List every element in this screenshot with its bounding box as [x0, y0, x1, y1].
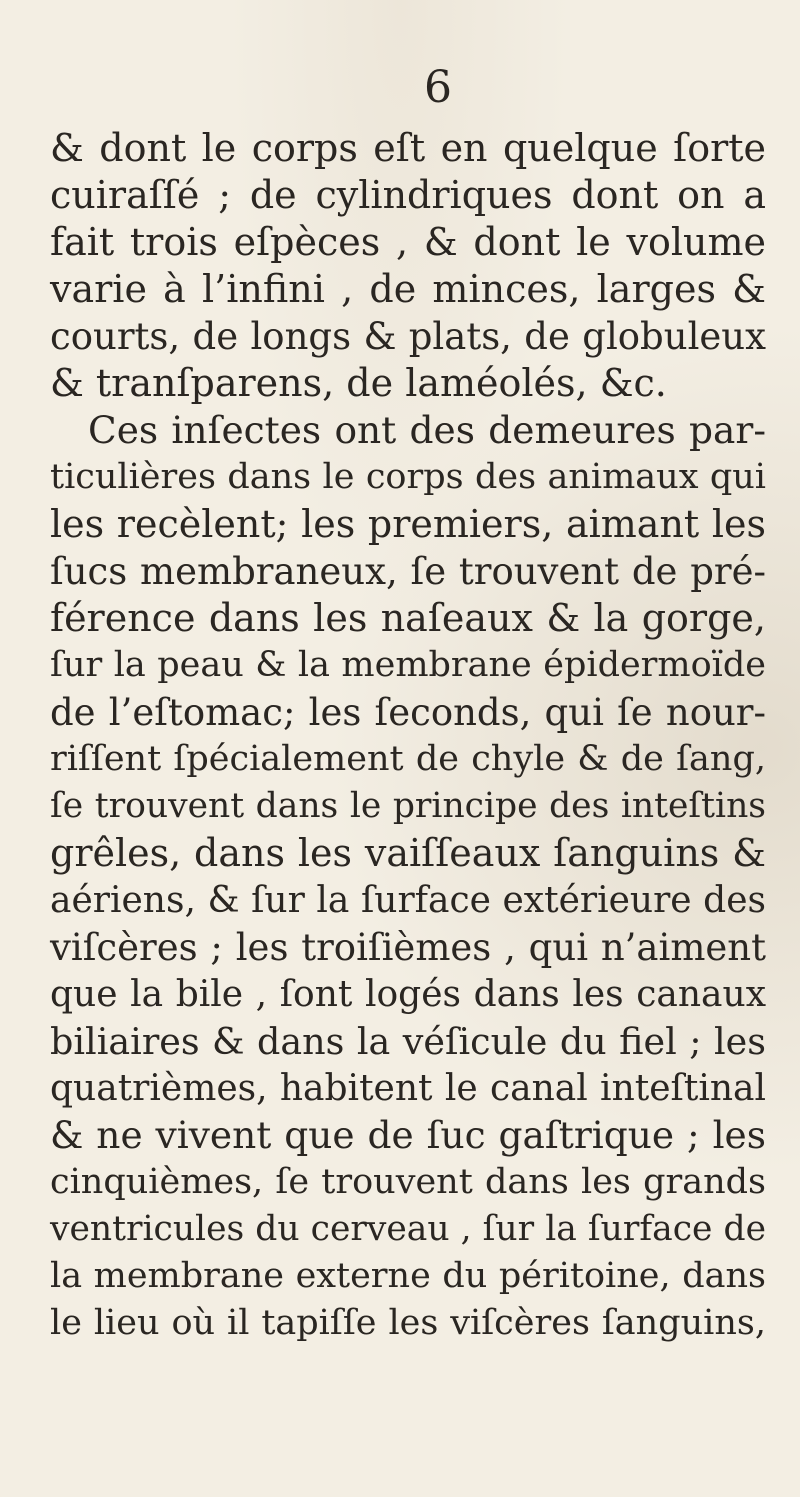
text-line: ſucs membraneux, ſe trouvent de pré-: [50, 550, 766, 593]
text-line: les recèlent; les premiers, aimant les: [50, 502, 766, 546]
text-line: courts, de longs & plats, de globuleux: [50, 315, 766, 358]
text-line: Ces inſectes ont des demeures par-: [88, 408, 766, 452]
text-line: que la bile , ſont logés dans les canaux: [50, 974, 766, 1015]
page-number: 6: [424, 62, 452, 113]
text-line: aériens, & ſur la ſurface extérieure des: [50, 880, 766, 921]
text-line: riſſent ſpécialement de chyle & de ſang,: [50, 739, 766, 779]
text-line: & tranſparens, de laméolés, &c.: [50, 361, 667, 405]
text-line: ſur la peau & la membrane épidermoïde: [50, 645, 766, 685]
text-line: biliaires & dans la véſicule du fiel ; les: [50, 1020, 766, 1063]
text-line: ſe trouvent dans le principe des inteſtins: [50, 786, 766, 826]
text-line: cinquièmes, ſe trouvent dans les grands: [50, 1162, 766, 1202]
text-line: le lieu où il tapiſſe les viſcères ſanguins,: [50, 1303, 766, 1343]
text-line: & ne vivent que de ſuc gaſtrique ; les: [50, 1113, 766, 1157]
text-line: grêles, dans les vaiſſeaux ſanguins &: [50, 831, 766, 875]
text-line: varie à l’infini , de minces, larges &: [50, 267, 766, 311]
text-line: la membrane externe du péritoine, dans: [50, 1256, 766, 1296]
text-line: viſcères ; les troiſièmes , qui n’aiment: [50, 926, 766, 969]
text-line: férence dans les naſeaux & la gorge,: [50, 596, 766, 640]
text-line: quatrièmes, habitent le canal inteſtinal: [50, 1068, 766, 1109]
text-line: fait trois eſpèces , & dont le volume: [50, 220, 766, 264]
text-line: & dont le corps eſt en quelque ſorte: [50, 126, 766, 170]
text-line: de l’eſtomac; les ſeconds, qui ſe nour-: [50, 691, 766, 734]
text-line: cuiraſſé ; de cylindriques dont on a: [50, 173, 766, 217]
text-line: ventricules du cerveau , ſur la ſurface de: [50, 1209, 766, 1249]
text-line: ticulières dans le corps des animaux qui: [50, 457, 766, 497]
body-text: [50, 125, 766, 1347]
